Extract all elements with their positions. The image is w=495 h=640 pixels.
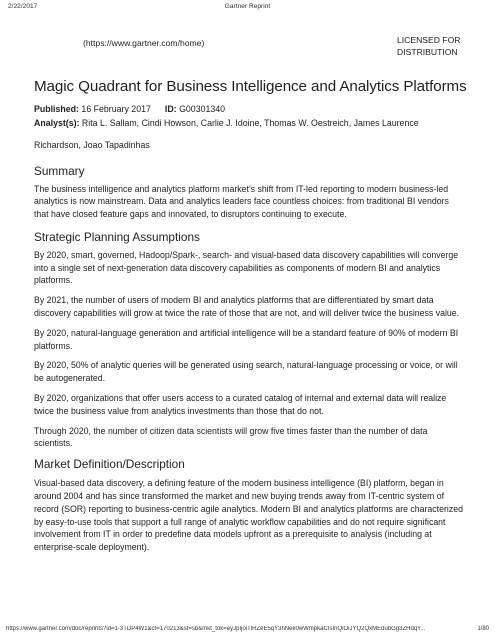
- analysts-names-line-1: Rita L. Sallam, Cindi Howson, Carlie J. Idoine, Thomas W. Oestreich, James Laurence: [81, 117, 419, 128]
- spa-paragraph-2: By 2021, the number of users of modern BI and analytics platforms that are differentiated by smart data discovery capabilities will grow at twice the rate of those that are not, and will deliver twice the business value.: [34, 295, 460, 319]
- published-label: Published:: [34, 104, 79, 114]
- publication-info: [34, 103, 465, 116]
- document-title: Magic Quadrant for Business Intelligence and Analytics Platforms: [34, 78, 467, 95]
- license-line-2: DISTRIBUTION: [397, 47, 458, 57]
- market-definition-heading: Market Definition/Description: [34, 457, 185, 472]
- market-definition-paragraph: Visual-based data discovery, a defining feature of the modern business intelligence (BI) platform, began in around 2004 and has since transformed the market and new buying trends away from IT-centric system of record (SOR) reporting to business-centric agile analytics. Modern BI and analytics platforms are characterized by easy-to-use tools that support a full range of analytic workflow capabilities and do not require significant involvement from IT in order to predefine data models upfront as a prerequisite to analysis (including at enterprise-scale deployment).: [34, 478, 463, 553]
- license-line-1: LICENSED FOR: [397, 35, 461, 45]
- analysts-info: [34, 117, 465, 130]
- published-date: 16 February 2017: [81, 104, 151, 114]
- analysts-names-line-2: Richardson, Joao Tapadinhas: [34, 140, 150, 150]
- spa-paragraph-1: By 2020, smart, governed, Hadoop/Spark-, search- and visual-based data discovery capabilities will converge into a single set of next-generation data discovery capabilities as components of modern BI and analytics platforms.: [34, 249, 459, 286]
- strategic-planning-assumptions-section: [34, 230, 465, 450]
- id-label: ID:: [164, 104, 177, 114]
- print-footer: [6, 626, 489, 636]
- spa-paragraph-6: Through 2020, the number of citizen data scientists will grow five times faster than the number of data scientists.: [34, 425, 428, 449]
- spa-paragraph-5: By 2020, organizations that offer users access to a curated catalog of internal and external data will realize twice the business value from analytics investments than those that do not.: [34, 393, 447, 416]
- spa-paragraph-3: By 2020, natural-language generation and artificial intelligence will be a standard feature of 90% of modern BI platforms.: [34, 327, 459, 351]
- summary-paragraph: The business intelligence and analytics platform market's shift from IT-led reporting to modern business-led analytics is now mainstream. Data and analytics leaders face countless choices: from traditional BI vendors that have closed feature gaps and innovated, to disruptors continuing to execute.: [34, 183, 449, 220]
- print-date: 2/22/2017: [8, 3, 38, 10]
- gartner-home-link[interactable]: (https://www.gartner.com/home): [83, 38, 205, 48]
- summary-heading: Summary: [34, 163, 85, 178]
- market-definition-section: [34, 457, 465, 554]
- analysts-label: Analyst(s):: [34, 117, 80, 128]
- print-header: [8, 3, 487, 15]
- document-id: G00301340: [179, 104, 226, 114]
- print-page-title: Gartner Reprint: [224, 3, 271, 10]
- document-content: [34, 78, 465, 554]
- summary-section: [34, 164, 465, 221]
- spa-paragraph-4: By 2020, 50% of analytic queries will be generated using search, natural-language processing or voice, or will be autogenerated.: [34, 360, 458, 384]
- print-url: https://www.gartner.com/doc/reprints?id=1-3TDP4W1&ct=170213&st=sb&mkt_tok=eyJpIjoiTlRZeE5qY3hNek0wWmpkaCIsInQiOiJYQ2QxMEdubGg3ZHdqY...: [6, 626, 426, 632]
- spa-heading: Strategic Planning Assumptions: [34, 229, 200, 244]
- license-notice: [397, 34, 487, 58]
- page-number: 1/80: [477, 626, 489, 632]
